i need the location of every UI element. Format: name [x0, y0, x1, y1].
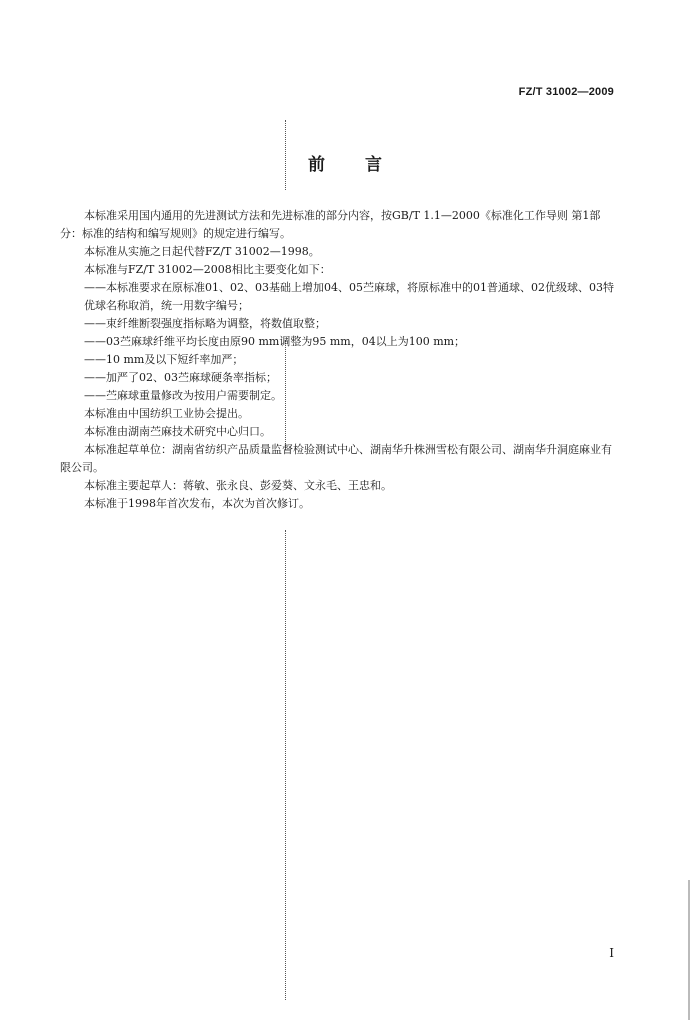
change-item: ——10 mm及以下短纤率加严； — [84, 353, 244, 366]
paragraph-administrator: 本标准由湖南苎麻技术研究中心归口。 — [84, 425, 271, 438]
paragraph-drafters: 本标准主要起草人：蒋敏、张永良、彭爱葵、文永毛、王忠和。 — [84, 479, 392, 492]
paragraph-history: 本标准于1998年首次发布，本次为首次修订。 — [84, 497, 310, 510]
paragraph-drafting-units: 本标准起草单位：湖南省纺织产品质量监督检验测试中心、湖南华升株洲雪松有限公司、湖南华升洞庭麻业有限公司。 — [60, 443, 612, 474]
change-item: ——苎麻球重量修改为按用户需要制定。 — [84, 389, 282, 402]
change-item: ——加严了02、03苎麻球硬条率指标； — [84, 371, 277, 384]
change-item: ——03苎麻球纤维平均长度由原90 mm调整为95 mm，04以上为100 mm； — [84, 335, 466, 348]
change-item: ——本标准要求在原标准01、02、03基础上增加04、05苎麻球，将原标准中的01普通球、02优级球、03特优球名称取消，统一用数字编号； — [84, 281, 614, 312]
page-title: 前言 — [308, 155, 422, 175]
page-number: I — [609, 946, 614, 960]
change-item: ——束纤维断裂强度指标略为调整，将数值取整； — [84, 317, 326, 330]
scan-fold-line-bottom — [285, 530, 286, 1000]
paragraph-replaces: 本标准从实施之日起代替FZ/T 31002—1998。 — [84, 245, 320, 258]
paragraph-scope: 本标准采用国内通用的先进测试方法和先进标准的部分内容，按GB/T 1.1—2000《标准化工作导则 第1部分：标准的结构和编写规则》的规定进行编写。 — [60, 209, 601, 240]
paragraph-changes-intro: 本标准与FZ/T 31002—2008相比主要变化如下： — [84, 263, 331, 276]
paragraph-proposer: 本标准由中国纺织工业协会提出。 — [84, 407, 249, 420]
standard-code: FZ/T 31002—2009 — [518, 86, 614, 98]
foreword-body — [60, 207, 620, 513]
